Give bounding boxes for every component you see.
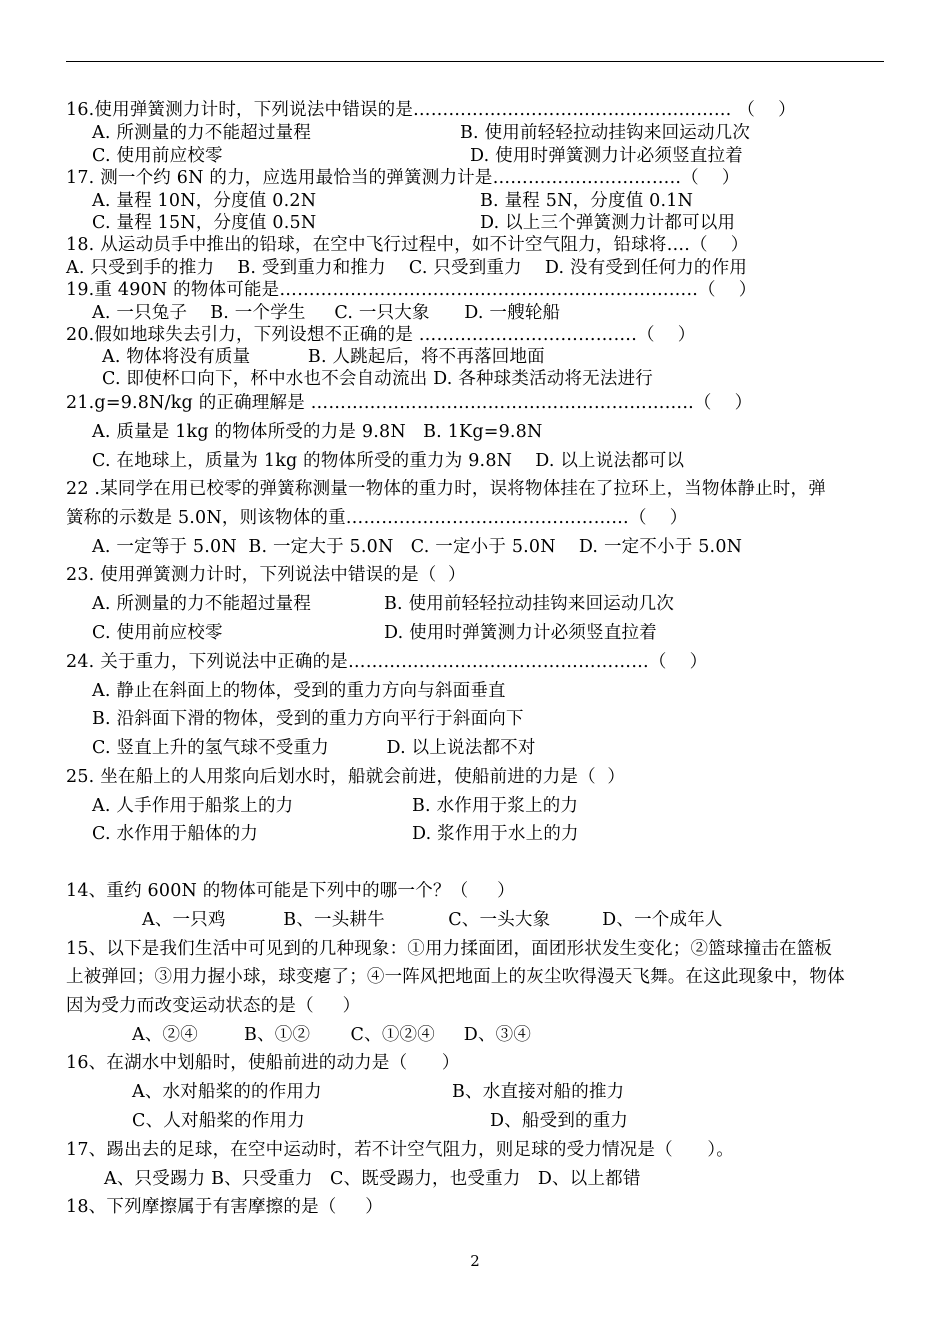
- text-line: A. 质量是 1kg 的物体所受的力是 9.8N B. 1Kg=9.8N: [92, 422, 543, 442]
- text-line: 20.假如地球失去引力，下列设想不正确的是 ……………………………….（ ）: [66, 325, 696, 345]
- text-line: B、水直接对船的推力: [452, 1082, 625, 1102]
- text-line: B. 沿斜面下滑的物体，受到的重力方向平行于斜面向下: [92, 709, 524, 729]
- text-line: D. 以上三个弹簧测力计都可以用: [480, 213, 736, 233]
- text-line: A. 所测量的力不能超过量程: [92, 594, 312, 614]
- text-line: 14、重约 600N 的物体可能是下列中的哪一个？（ ）: [66, 881, 515, 901]
- text-line: A、②④ B、①② C、①②④ D、③④: [132, 1025, 532, 1045]
- text-line: C. 即使杯口向下，杯中水也不会自动流出 D. 各种球类活动将无法进行: [102, 369, 653, 389]
- text-line: A. 人手作用于船浆上的力: [92, 796, 294, 816]
- text-line: 16、在湖水中划船时，使船前进的动力是（ ）: [66, 1053, 460, 1073]
- text-line: 16.使用弹簧测力计时，下列说法中错误的是……………………………………………… （ ）: [66, 100, 796, 120]
- text-line: D. 浆作用于水上的力: [412, 824, 579, 844]
- text-line: 22 .某同学在用已校零的弹簧称测量一物体的重力时，误将物体挂在了拉环上，当物体静止时，弹: [66, 479, 826, 499]
- text-line: A. 所测量的力不能超过量程: [92, 123, 312, 143]
- text-line: A、水对船桨的的作用力: [132, 1082, 322, 1102]
- text-line: C、人对船桨的作用力: [132, 1111, 305, 1131]
- text-line: B. 使用前轻轻拉动挂钩来回运动几次: [460, 123, 751, 143]
- text-line: 25. 坐在船上的人用浆向后划水时，船就会前进，使船前进的力是（ ）: [66, 767, 626, 787]
- text-line: D、船受到的重力: [490, 1111, 629, 1131]
- text-line: C. 使用前应校零: [92, 146, 223, 166]
- header-rule: [66, 61, 884, 62]
- text-line: 17、踢出去的足球，在空中运动时，若不计空气阻力，则足球的受力情况是（ ）。: [66, 1140, 734, 1160]
- text-line: B. 水作用于浆上的力: [412, 796, 579, 816]
- text-line: A. 静止在斜面上的物体，受到的重力方向与斜面垂直: [92, 681, 506, 701]
- text-line: A. 量程 10N，分度值 0.2N: [92, 191, 317, 211]
- text-line: A. 只受到手的推力 B. 受到重力和推力 C. 只受到重力 D. 没有受到任何力的作用: [66, 258, 748, 278]
- text-line: A. 物体将没有质量 B. 人跳起后，将不再落回地面: [102, 347, 545, 367]
- text-line: A. 一只兔子 B. 一个学生 C. 一只大象 D. 一艘轮船: [92, 303, 561, 323]
- text-line: 24. 关于重力，下列说法中正确的是……………………………………………（ ）: [66, 652, 708, 672]
- page-number: 2: [470, 1252, 480, 1270]
- text-line: A. 一定等于 5.0N B. 一定大于 5.0N C. 一定小于 5.0N D. 一定不小于 5.0N: [92, 537, 743, 557]
- text-line: 18、下列摩擦属于有害摩擦的是（ ）: [66, 1197, 383, 1217]
- text-line: 19.重 490N 的物体可能是……………………………………………………………..（ ）: [66, 280, 757, 300]
- text-line: D. 使用时弹簧测力计必须竖直拉着: [470, 146, 743, 166]
- text-line: 17. 测一个约 6N 的力，应选用最恰当的弹簧测力计是…………………………..（ ）: [66, 168, 740, 188]
- text-line: C. 量程 15N，分度值 0.5N: [92, 213, 317, 233]
- text-line: C. 水作用于船体的力: [92, 824, 259, 844]
- text-line: A、一只鸡 B、一头耕牛 C、一头大象 D、一个成年人: [142, 910, 723, 930]
- text-line: 23. 使用弹簧测力计时，下列说法中错误的是（ ）: [66, 565, 466, 585]
- text-line: B. 使用前轻轻拉动挂钩来回运动几次: [384, 594, 675, 614]
- text-line: 15、以下是我们生活中可见到的几种现象：①用力揉面团，面团形状发生变化；②篮球撞击在篮板: [66, 939, 833, 959]
- text-line: A、只受踢力 B、只受重力 C、既受踢力，也受重力 D、以上都错: [104, 1169, 641, 1189]
- text-line: D. 使用时弹簧测力计必须竖直拉着: [384, 623, 657, 643]
- text-line: 簧称的示数是 5.0N，则该物体的重…………………………………………（ ）: [66, 508, 688, 528]
- text-line: C. 使用前应校零: [92, 623, 223, 643]
- text-line: C. 竖直上升的氢气球不受重力 D. 以上说法都不对: [92, 738, 536, 758]
- text-line: C. 在地球上，质量为 1kg 的物体所受的重力为 9.8N D. 以上说法都可以: [92, 451, 685, 471]
- text-line: 21.g=9.8N/kg 的正确理解是 ………………………………………………………..（ ）: [66, 393, 753, 413]
- text-line: 上被弹回；③用力握小球，球变瘪了；④一阵风把地面上的灰尘吹得漫天飞舞。在这此现象中，物体: [66, 967, 845, 987]
- text-line: B. 量程 5N，分度值 0.1N: [480, 191, 694, 211]
- text-line: 因为受力而改变运动状态的是（ ）: [66, 996, 361, 1016]
- text-line: 18. 从运动员手中推出的铅球，在空中飞行过程中，如不计空气阻力，铅球将….（ ）: [66, 235, 749, 255]
